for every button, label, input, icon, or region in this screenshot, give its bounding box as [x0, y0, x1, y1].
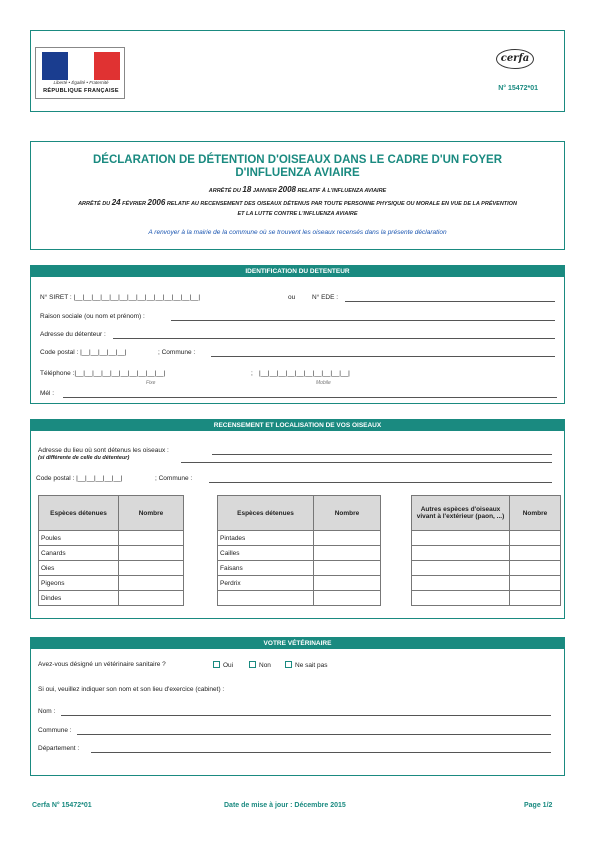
- count-cell[interactable]: [510, 591, 561, 606]
- table-row: [218, 591, 381, 606]
- footer-date: Date de mise à jour : Décembre 2015: [224, 802, 346, 809]
- checkbox-icon[interactable]: [213, 661, 220, 668]
- species-cell[interactable]: [412, 591, 510, 606]
- tel-sep: ;: [251, 370, 253, 377]
- vet-commune-label: Commune :: [38, 727, 72, 734]
- species-table-2: Espèces détenues Nombre Pintades Cailles Faisans Perdrix: [217, 495, 381, 606]
- vet-question: Avez-vous désigné un vétérinaire sanitaire ?: [38, 661, 166, 668]
- mel-input[interactable]: [63, 397, 557, 398]
- lieu-adresse-note: (si différente de celle du détenteur): [38, 455, 130, 461]
- raison-label: Raison sociale (ou nom et prénom) :: [40, 313, 145, 320]
- adresse-label: Adresse du détenteur :: [40, 331, 106, 338]
- footer-cerfa: Cerfa N° 15472*01: [32, 802, 92, 809]
- table-row: Pintades: [218, 531, 381, 546]
- raison-input[interactable]: [171, 320, 555, 321]
- mobile-label: Mobile: [316, 380, 331, 386]
- oui-option[interactable]: Oui: [213, 661, 233, 669]
- lieu-adresse-input-2[interactable]: [181, 462, 552, 463]
- recensement-section: [30, 419, 565, 619]
- ou-label: ou: [288, 294, 296, 301]
- commune-input[interactable]: [211, 356, 555, 357]
- lieu-cp-field[interactable]: Code postal : |__|__|__|__|__|: [36, 475, 123, 482]
- footer-page: Page 1/2: [524, 802, 553, 809]
- recensement-header: RECENSEMENT ET LOCALISATION DE VOS OISEAUX: [31, 420, 564, 431]
- species-cell[interactable]: [412, 546, 510, 561]
- veterinaire-section: [30, 637, 565, 776]
- checkbox-icon[interactable]: [249, 661, 256, 668]
- vet-departement-input[interactable]: [91, 752, 551, 753]
- count-cell[interactable]: [119, 531, 184, 546]
- count-cell[interactable]: [510, 561, 561, 576]
- table-row: Dindes: [39, 591, 184, 606]
- count-cell[interactable]: [119, 591, 184, 606]
- form-title: DÉCLARATION DE DÉTENTION D'OISEAUX DANS LE CADRE D'UN FOYER D'INFLUENZA AVIAIRE: [92, 154, 503, 179]
- cerfa-logo: cerfa: [496, 49, 534, 69]
- vet-commune-input[interactable]: [77, 734, 551, 735]
- table-row: Perdrix: [218, 576, 381, 591]
- count-cell[interactable]: [119, 576, 184, 591]
- veterinaire-header: VOTRE VÉTÉRINAIRE: [31, 638, 564, 649]
- cp-field[interactable]: Code postal : |__|__|__|__|__|: [40, 349, 127, 356]
- cerfa-number: N° 15472*01: [498, 85, 538, 92]
- siret-field[interactable]: N° SIRET : |__|__|__|__|__|__|__|__|__|__|__|__|__|__|: [40, 294, 201, 301]
- mel-label: Mél :: [40, 390, 55, 397]
- table-row: Faisans: [218, 561, 381, 576]
- count-cell[interactable]: [119, 561, 184, 576]
- species-cell[interactable]: [412, 561, 510, 576]
- count-cell[interactable]: [510, 576, 561, 591]
- return-notice: A renvoyer à la mairie de la commune où se trouvent les oiseaux recensés dans la présente déclaration: [148, 229, 447, 236]
- table-row: [412, 576, 561, 591]
- table-row: [412, 531, 561, 546]
- motto: Liberté • Égalité • Fraternité: [53, 80, 109, 85]
- table-row: [412, 561, 561, 576]
- fixe-label: Fixe: [146, 380, 156, 386]
- table-row: [412, 591, 561, 606]
- nsp-option[interactable]: Ne sait pas: [285, 661, 328, 669]
- lieu-commune-label: ; Commune :: [155, 475, 193, 482]
- marianne-flag-icon: [42, 52, 120, 80]
- republic-logo: [35, 47, 125, 99]
- si-oui-label: Si oui, veuillez indiquer son nom et son lieu d'exercice (cabinet) :: [38, 686, 225, 693]
- count-cell[interactable]: [119, 546, 184, 561]
- species-table-1: Espèces détenues Nombre Poules Canards Oies Pigeons Dindes: [38, 495, 184, 606]
- identification-header: IDENTIFICATION DU DETENTEUR: [31, 266, 564, 277]
- tel-mobile-field[interactable]: |__|__|__|__|__|__|__|__|__|__|: [259, 370, 350, 377]
- ede-input[interactable]: [345, 301, 555, 302]
- count-cell[interactable]: [314, 576, 381, 591]
- lieu-adresse-input[interactable]: [212, 454, 552, 455]
- count-cell[interactable]: [314, 561, 381, 576]
- count-cell[interactable]: [314, 531, 381, 546]
- count-cell[interactable]: [510, 546, 561, 561]
- arrete-1: ARRÊTÉ DU 18 JANVIER 2008 RELATIF À L'INFLUENZA AVIAIRE: [208, 185, 387, 194]
- species-cell[interactable]: [412, 576, 510, 591]
- vet-nom-input[interactable]: [61, 715, 551, 716]
- species-cell[interactable]: [412, 531, 510, 546]
- table-row: Cailles: [218, 546, 381, 561]
- table-row: [412, 546, 561, 561]
- species-table-3: Autres espèces d'oiseaux vivant à l'extérieur (paon, ...) Nombre: [411, 495, 561, 606]
- table-row: Pigeons: [39, 576, 184, 591]
- count-cell[interactable]: [314, 591, 381, 606]
- table-row: Oies: [39, 561, 184, 576]
- adresse-input[interactable]: [113, 338, 555, 339]
- count-cell[interactable]: [314, 546, 381, 561]
- table-row: Poules: [39, 531, 184, 546]
- tel-fixe-field[interactable]: Téléphone :|__|__|__|__|__|__|__|__|__|__|: [40, 370, 166, 377]
- lieu-commune-input[interactable]: [209, 482, 552, 483]
- arrete-2: ARRÊTÉ DU 24 FÉVRIER 2006 RELATIF AU RECENSEMENT DES OISEAUX DÉTENUS PAR TOUTE PERSONNE PHYSIQUE OU MORALE EN VUE DE LA PRÉVENTION: [78, 198, 517, 207]
- commune-label: ; Commune :: [158, 349, 196, 356]
- arrete-2-cont: ET LA LUTTE CONTRE L'INFLUENZA AVIAIRE: [237, 211, 358, 217]
- checkbox-icon[interactable]: [285, 661, 292, 668]
- non-option[interactable]: Non: [249, 661, 271, 669]
- table-row: Canards: [39, 546, 184, 561]
- ede-label: N° EDE :: [312, 294, 339, 301]
- vet-nom-label: Nom :: [38, 708, 56, 715]
- title-box: [30, 141, 565, 250]
- vet-departement-label: Département :: [38, 745, 80, 752]
- count-cell[interactable]: [510, 531, 561, 546]
- lieu-adresse-label: Adresse du lieu où sont détenus les oiseaux :: [38, 447, 169, 454]
- republic-name: RÉPUBLIQUE FRANÇAISE: [43, 88, 119, 94]
- header-box: [30, 30, 565, 112]
- identification-section: [30, 265, 565, 404]
